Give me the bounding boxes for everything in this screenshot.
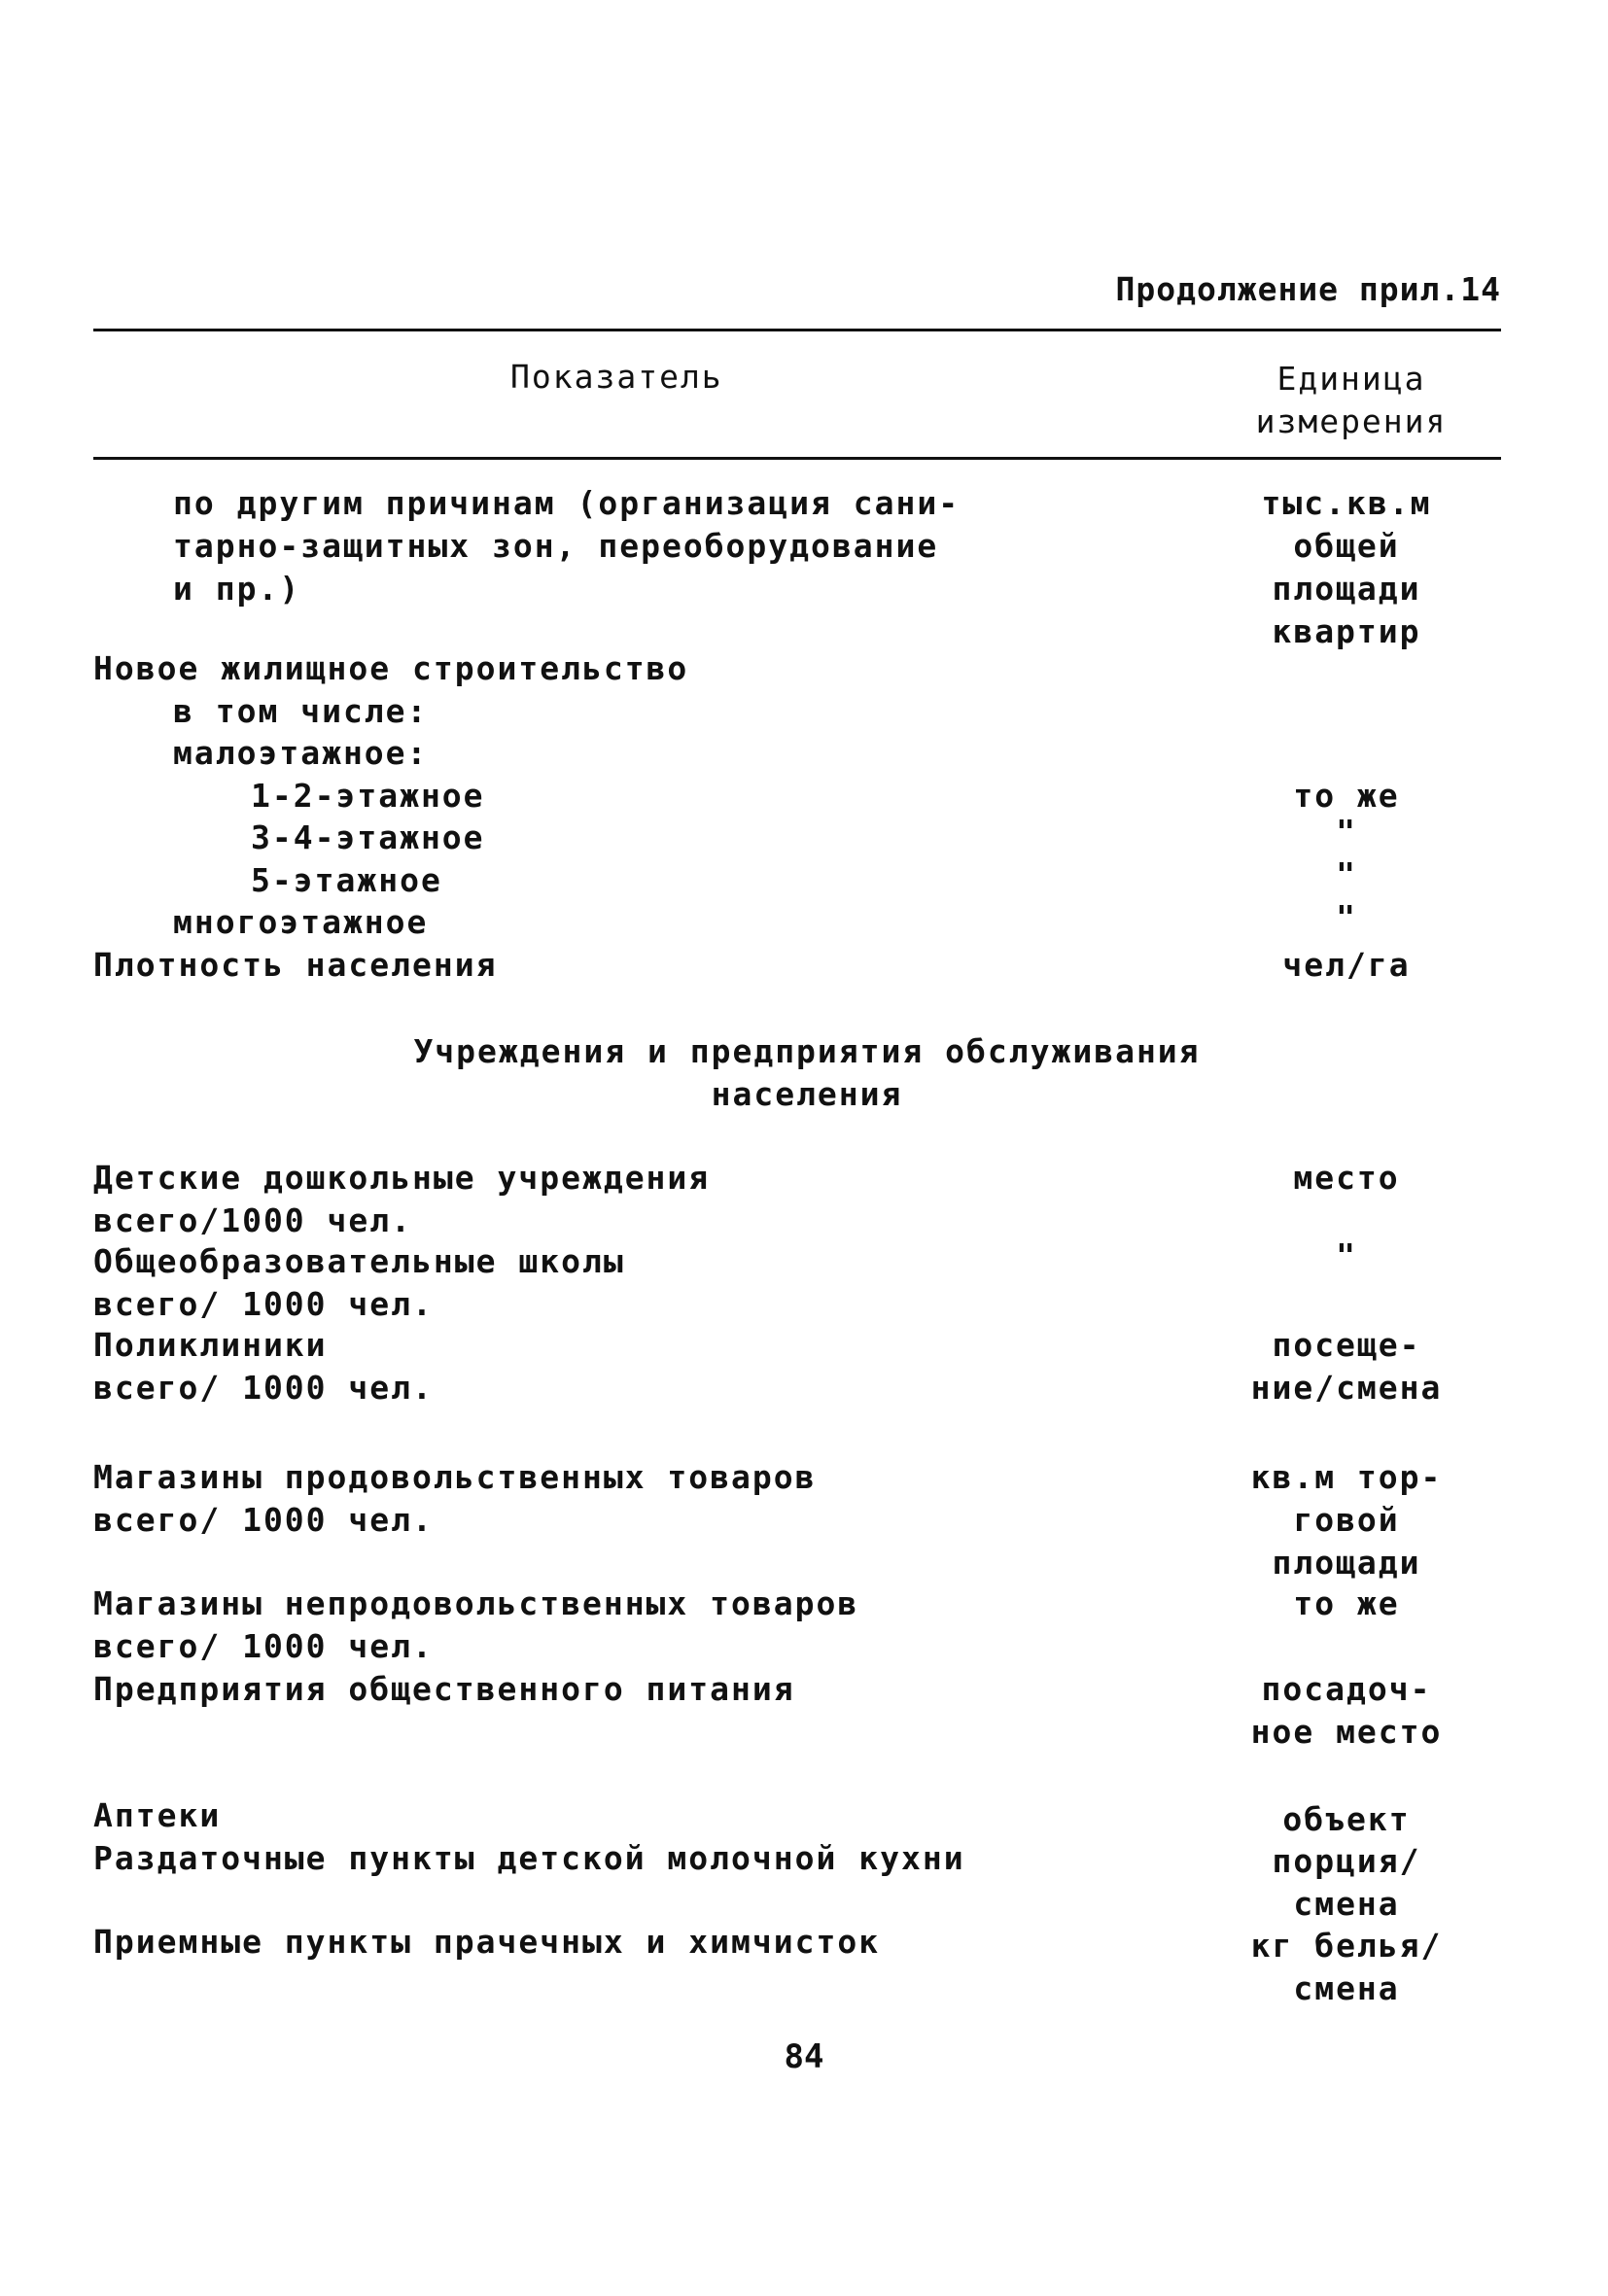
table-row-indicator: Аптеки [93,1796,222,1834]
table-row-indicator: Детские дошкольные учреждения всего/1000 чел. [93,1159,711,1239]
table-row-unit: " [1336,855,1357,893]
table-row-unit: порция/ смена [1272,1842,1421,1923]
table-row-indicator: многоэтажное [173,903,429,941]
table-header-rule [93,457,1501,460]
column-header-unit: Единица измерения [1255,360,1448,440]
table-row-indicator: Общеобразовательные школы всего/ 1000 чел. [93,1242,625,1323]
table-row-unit: " [1336,1236,1357,1274]
table-row-indicator: Плотность населения [93,946,498,984]
table-row-indicator: в том числе: [173,692,429,730]
table-row-indicator: 3-4-этажное [251,818,485,856]
table-row-unit: то же [1293,777,1400,815]
table-row-unit: посеще- ние/смена [1250,1326,1443,1407]
section-title: Учреждения и предприятия обслуживания населения [413,1032,1201,1113]
column-header-indicator: Показатель [510,358,723,396]
continuation-label: Продолжение прил.14 [1115,270,1501,308]
table-row-unit: кв.м тор- говой площади [1250,1458,1443,1582]
table-row-indicator: 1-2-этажное [251,777,485,815]
table-row-indicator: Магазины непродовольственных товаров всего/ 1000 чел. [93,1584,859,1665]
table-row-unit: посадоч- ное место [1250,1670,1443,1751]
table-row-unit: кг белья/ смена [1250,1927,1443,2007]
table-row-indicator: Новое жилищное строительство [93,649,689,687]
table-row-unit: то же [1293,1584,1400,1622]
table-row-unit: объект [1282,1800,1411,1838]
table-row-indicator: Приемные пункты прачечных и химчисток [93,1923,881,1961]
table-row-indicator: по другим причинам (организация сани- тарно-защитных зон, переоборудование и пр.) [173,484,961,608]
table-row-unit: место [1293,1159,1400,1197]
page-number: 84 [784,2037,824,2076]
table-row-unit: тыс.кв.м общей площади квартир [1261,484,1432,650]
table-row-unit: чел/га [1282,946,1411,984]
table-top-rule [93,329,1501,331]
table-row-indicator: Раздаточные пункты детской молочной кухни [93,1839,965,1877]
table-row-indicator: Предприятия общественного питания [93,1670,795,1708]
table-row-unit: " [1336,898,1357,936]
table-row-indicator: Магазины продовольственных товаров всего/ 1000 чел. [93,1458,817,1539]
table-row-indicator: малоэтажное: [173,734,429,772]
table-row-unit: " [1336,813,1357,851]
table-row-indicator: 5-этажное [251,861,442,899]
table-row-indicator: Поликлиники всего/ 1000 чел. [93,1326,434,1407]
